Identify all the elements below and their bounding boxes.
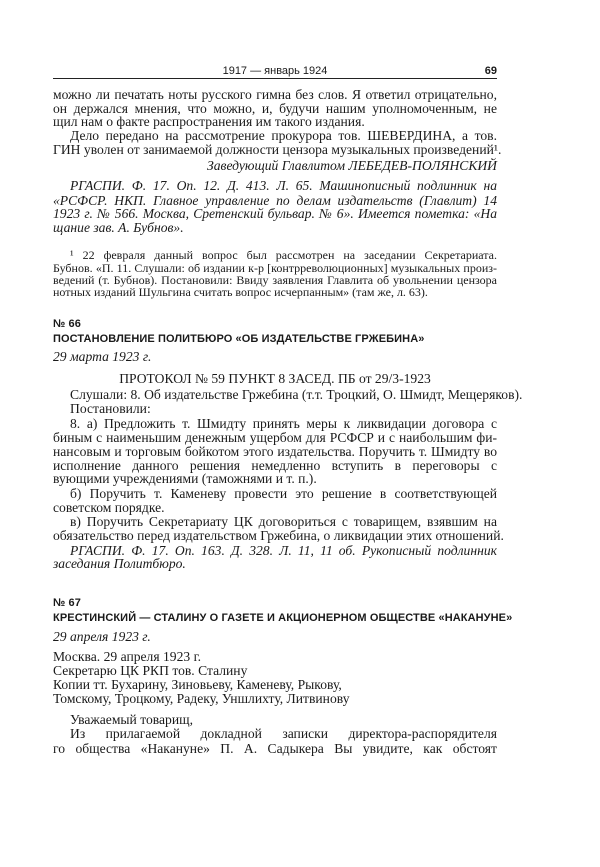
item-line: нансовым и торговым бойкотом этого издательства. Поручить т. Шмидту во bbox=[53, 444, 497, 459]
address-line: Копии тт. Бухарину, Зиновьеву, Каменеву, Рыкову, bbox=[53, 677, 342, 692]
protocol-heading: ПРОТОКОЛ № 59 ПУНКТ 8 ЗАСЕД. ПБ от 29/3-1923 bbox=[119, 371, 431, 386]
archive-note-line: заседания Политбюро. bbox=[53, 556, 186, 571]
archive-note-line: щание зав. А. Бубнов». bbox=[53, 220, 184, 235]
address-line: Секретарю ЦК РКП тов. Сталину bbox=[53, 663, 248, 678]
item-line: исполнение данного решения немедленно вступить в переговоры с bbox=[53, 458, 497, 473]
document-date: 29 апреля 1923 г. bbox=[53, 629, 151, 644]
body-line: го общества «Накануне» П. А. Садыкера Вы увидите, как обстоят bbox=[53, 741, 497, 756]
item-line: советском порядке. bbox=[53, 500, 165, 515]
body-line: Из прилагаемой докладной записки директора-распорядителя bbox=[70, 726, 497, 741]
running-header-title: 1917 — январь 1924 bbox=[222, 65, 328, 77]
body-line: ГИН уволен от занимаемой должности цензора музыкальных произведений¹. bbox=[53, 142, 502, 157]
archive-note-line: РГАСПИ. Ф. 17. Оп. 163. Д. 328. Л. 11, 11 об. Рукописный подлинник bbox=[70, 543, 497, 558]
resolved-label: Постановили: bbox=[70, 401, 151, 416]
item-line: вующими учреждениями (таможнями и т. п.). bbox=[53, 471, 317, 486]
archive-note-line: «РСФСР. НКП. Главное управление по делам издательств (Главлит) 14 bbox=[53, 193, 497, 208]
body-line: можно ли печатать ноты русского гимна без слов. Я ответил отрицательно, bbox=[53, 87, 497, 102]
document-number: № 66 bbox=[53, 318, 81, 330]
footnote-line: нотных изданий Шульгина считать вопрос исчерпанным» (там же, л. 63). bbox=[53, 285, 428, 299]
address-line: Томскому, Троцкому, Радеку, Уншлихту, Литвинову bbox=[53, 691, 350, 706]
document-title: КРЕСТИНСКИЙ — СТАЛИНУ О ГАЗЕТЕ И АКЦИОНЕРНОМ ОБЩЕСТВЕ «НАКАНУНЕ» bbox=[53, 612, 513, 624]
item-line: б) Поручить т. Каменеву провести это решение в соответствующей bbox=[70, 486, 497, 501]
heard-line: Слушали: 8. Об издательстве Гржебина (т.т. Троцкий, О. Шмидт, Мещеряков). bbox=[70, 387, 523, 402]
document-title: ПОСТАНОВЛЕНИЕ ПОЛИТБЮРО «ОБ ИЗДАТЕЛЬСТВЕ ГРЖЕБИНА» bbox=[53, 333, 425, 345]
footnote-line: Бубнов. «П. 11. Слушали: об издании к-р [контрреволюционных] музыкальных произ- bbox=[53, 261, 497, 275]
page-number: 69 bbox=[484, 65, 497, 77]
header-rule bbox=[53, 78, 497, 79]
item-line: в) Поручить Секретариату ЦК договориться с товарищем, взявшим на bbox=[70, 514, 497, 529]
body-line: щил нам о факте распространения им такого издания. bbox=[53, 114, 365, 129]
item-line: 8. а) Предложить т. Шмидту принять меры к ликвидации договора с bbox=[70, 416, 497, 431]
archive-note-line: 1923 г. № 566. Москва, Сретенский бульвар. № 6». Имеется пометка: «На bbox=[53, 206, 497, 221]
footnote-line: ведений (т. Бубнов). Постановили: Ввиду заявления Главлита об увольнении цензора bbox=[53, 273, 497, 287]
item-line: биным с наименьшим денежным ущербом для РСФСР и с наибольшим фи- bbox=[53, 430, 497, 445]
signature: Заведующий Главлитом ЛЕБЕДЕВ-ПОЛЯНСКИЙ bbox=[207, 158, 497, 173]
item-line: обязательство перед издательством Гржебина, о ликвидации этих отношений. bbox=[53, 528, 504, 543]
body-line: Дело передано на рассмотрение прокурора тов. ШЕВЕРДИНА, а тов. bbox=[70, 128, 497, 143]
body-line: он держался мнения, что можно, и, будучи нашим уполномоченным, не bbox=[53, 101, 497, 116]
archive-note-line: РГАСПИ. Ф. 17. Оп. 12. Д. 413. Л. 65. Машинописный подлинник на bbox=[70, 178, 497, 193]
footnote-line: ¹ 22 февраля данный вопрос был рассмотрен на заседании Секретариата. bbox=[70, 248, 497, 262]
document-number: № 67 bbox=[53, 597, 81, 609]
salutation: Уважаемый товарищ, bbox=[70, 712, 193, 727]
document-date: 29 марта 1923 г. bbox=[53, 349, 152, 364]
address-line: Москва. 29 апреля 1923 г. bbox=[53, 649, 202, 664]
